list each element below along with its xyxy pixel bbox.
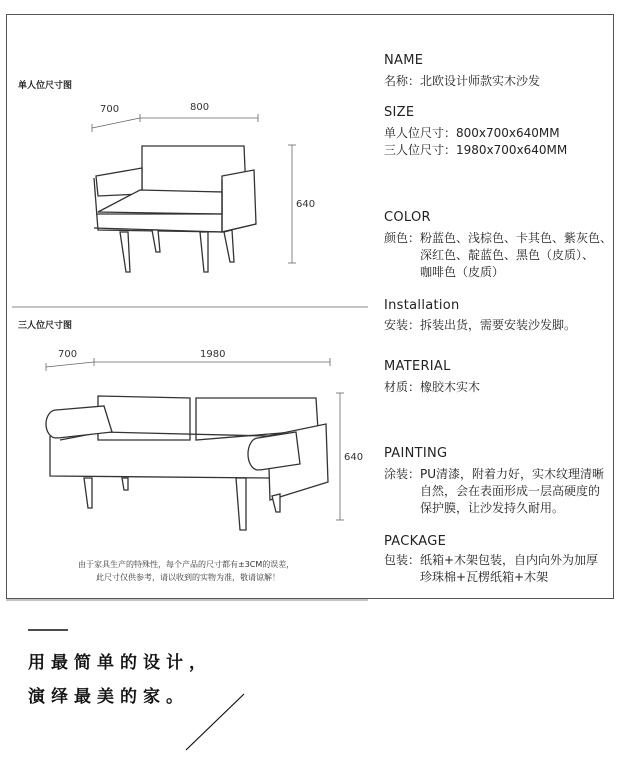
color-value-line3: 咖啡色（皮质） (420, 265, 505, 279)
package-value-line2: 珍珠棉+瓦楞纸箱+木架 (420, 570, 549, 584)
painting-value-line2: 自然，会在表面形成一层高硬度的 (420, 484, 601, 498)
color-value-line2: 深红色、靛蓝色、黑色（皮质）、 (420, 248, 595, 262)
name-value: 名称：北欧设计师款实木沙发 (384, 74, 541, 88)
slogan-slash (186, 694, 244, 750)
painting-value-line3: 保护膜，让沙发持久耐用。 (420, 501, 565, 515)
size-triple: 三人位尺寸：1980x700x640MM (384, 143, 568, 157)
single-dim-depth: 700 (100, 104, 120, 115)
name-heading: NAME (384, 53, 424, 68)
package-value-line1: 包装：纸箱+木架包装，自内向外为加厚 (384, 553, 599, 567)
installation-value: 安装：拆装出货，需要安装沙发脚。 (384, 318, 577, 332)
size-single: 单人位尺寸：800x700x640MM (384, 126, 560, 140)
single-dim-width: 800 (190, 102, 210, 113)
color-value-line1: 颜色：粉蓝色、浅棕色、卡其色、紫灰色、 (384, 231, 613, 245)
tolerance-note-line2: 此尺寸仅供参考，请以收到的实物为准，敬请谅解！ (96, 573, 280, 582)
painting-heading: PAINTING (384, 446, 448, 461)
material-heading: MATERIAL (384, 359, 451, 374)
triple-dim-height: 640 (344, 452, 364, 463)
size-heading: SIZE (384, 105, 415, 120)
color-heading: COLOR (384, 210, 431, 225)
material-value: 材质：橡胶木实木 (384, 380, 481, 394)
triple-dim-width: 1980 (200, 349, 226, 360)
package-heading: PACKAGE (384, 534, 447, 549)
single-sofa-drawing (92, 114, 296, 272)
triple-sofa-drawing (46, 358, 344, 530)
triple-sofa-title: 三人位尺寸图 (18, 321, 73, 331)
installation-heading: Installation (384, 298, 460, 313)
slogan-line1: 用最简单的设计， (28, 653, 212, 673)
single-dim-height: 640 (296, 199, 316, 210)
tolerance-note-line1: 由于家具生产的特殊性，每个产品的尺寸都有±3CM的误差， (78, 560, 295, 569)
slogan-line2: 演绎最美的家。 (28, 687, 189, 707)
triple-dim-depth: 700 (58, 349, 78, 360)
painting-value-line1: 涂装：PU清漆，附着力好，实木纹理清晰 (384, 467, 605, 481)
single-sofa-title: 单人位尺寸图 (18, 81, 73, 91)
